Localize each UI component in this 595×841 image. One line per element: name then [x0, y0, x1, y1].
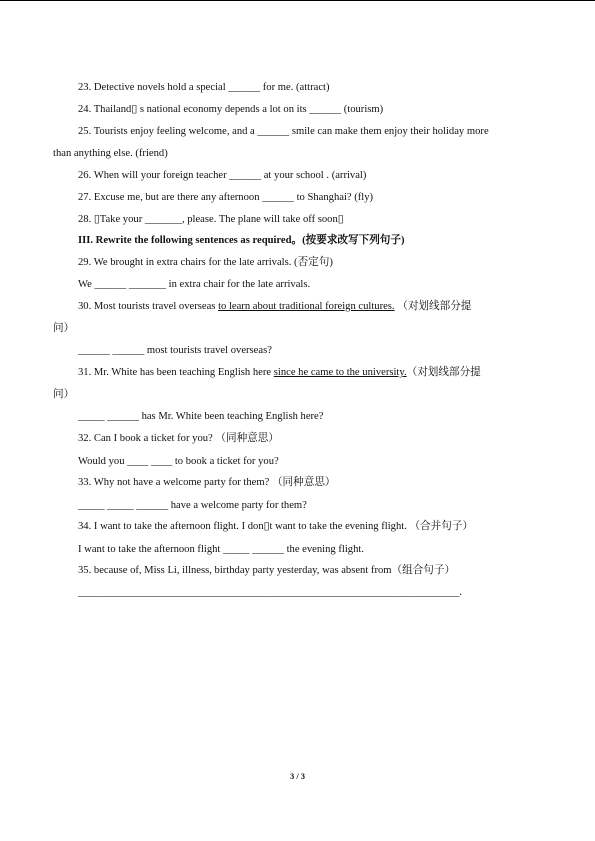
question-25: 25. Tourists enjoy feeling welcome, and a ______ smile can make them enjoy their holiday more: [78, 126, 489, 137]
question-30-instruction: （对划线部分提: [394, 301, 472, 312]
answer-35-blank: ________________________________________________________________________.: [78, 587, 463, 598]
question-30-underlined: to learn about traditional foreign cultures.: [218, 301, 395, 312]
page-number: 3 / 3: [289, 771, 306, 781]
page-top-rule: [0, 0, 595, 1]
question-30-text: 30. Most tourists travel overseas: [78, 301, 219, 312]
question-35: 35. because of, Miss Li, illness, birthday party yesterday, was absent from（组合句子）: [78, 565, 456, 576]
question-31-text: 31. Mr. White has been teaching English here: [78, 367, 274, 378]
question-23: 23. Detective novels hold a special ______ for me. (attract): [78, 82, 330, 93]
answer-29: We ______ _______ in extra chair for the late arrivals.: [78, 279, 311, 290]
question-25-continued: than anything else. (friend): [53, 148, 168, 159]
question-28: 28. ▯Take your _______, please. The plane will take off soon▯: [78, 214, 344, 225]
question-29: 29. We brought in extra chairs for the late arrivals. (否定句): [78, 257, 333, 268]
answer-34: I want to take the afternoon flight _____ ______ the evening flight.: [78, 544, 364, 555]
question-24: 24. Thailand▯ s national economy depends a lot on its ______ (tourism): [78, 104, 384, 115]
answer-30: ______ ______ most tourists travel overseas?: [78, 345, 272, 356]
question-30: [78, 300, 471, 313]
question-33: 33. Why not have a welcome party for them? （同种意思）: [78, 477, 336, 488]
answer-33: _____ _____ ______ have a welcome party for them?: [78, 500, 307, 511]
question-26: 26. When will your foreign teacher ______ at your school . (arrival): [78, 170, 367, 181]
question-31: [78, 366, 481, 379]
question-31-underlined: since he came to the university.: [273, 367, 407, 378]
question-34: 34. I want to take the afternoon flight. I don▯t want to take the evening flight. （合并句子）: [78, 521, 474, 532]
question-30-continued: 问）: [53, 323, 75, 334]
question-31-continued: 问）: [53, 389, 75, 400]
question-27: 27. Excuse me, but are there any afternoon ______ to Shanghai? (fly): [78, 192, 374, 203]
section-heading-rewrite: III. Rewrite the following sentences as required。(按要求改写下列句子): [78, 235, 405, 246]
answer-32: Would you ____ ____ to book a ticket for you?: [78, 456, 279, 467]
question-32: 32. Can I book a ticket for you? （同种意思）: [78, 433, 279, 444]
question-31-instruction: （对划线部分提: [406, 367, 481, 378]
answer-31: _____ ______ has Mr. White been teaching English here?: [78, 411, 324, 422]
